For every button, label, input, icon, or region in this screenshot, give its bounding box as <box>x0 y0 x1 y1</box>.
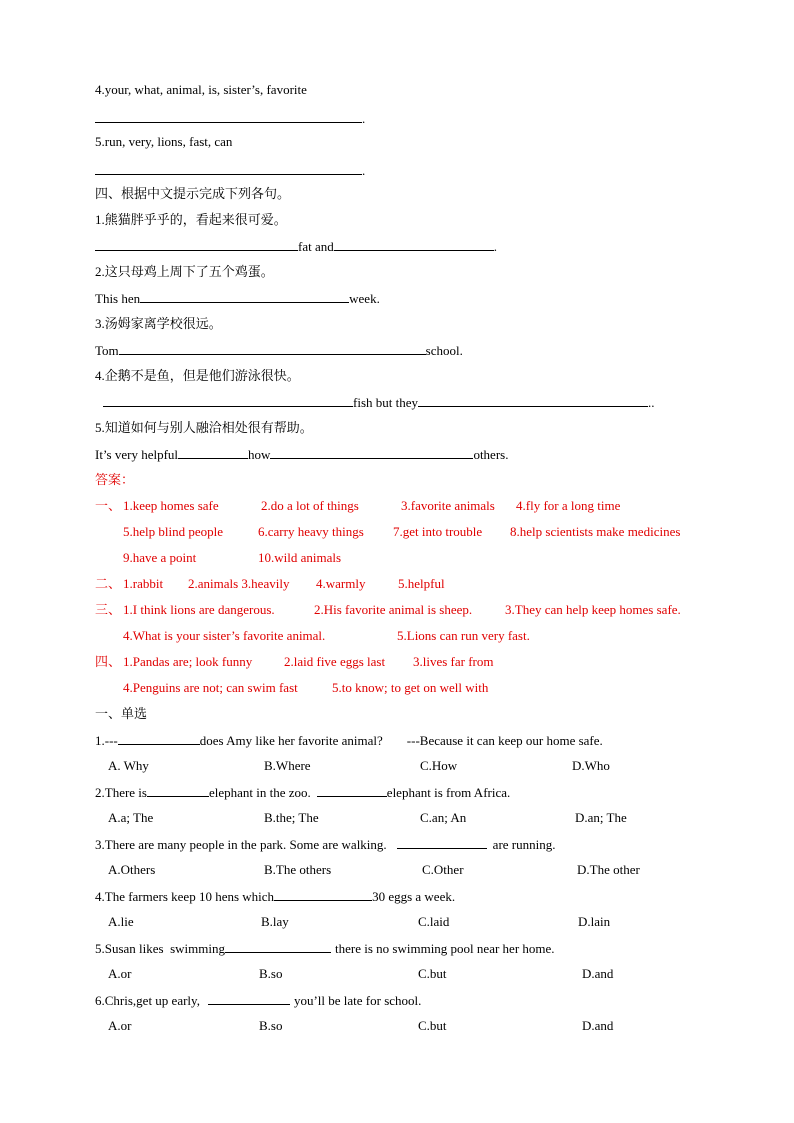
answer-line: fat and . <box>95 238 497 255</box>
question-text: 6.Chris,get up early, you’ll be late for school. <box>95 993 422 1008</box>
option-c[interactable]: C.laid <box>418 914 450 929</box>
option-b[interactable]: B.lay <box>261 914 289 929</box>
answer-item: 4.fly for a long time <box>516 498 621 513</box>
answer-item: 1.Pandas are; look funny <box>123 654 253 669</box>
answer-item: 5.to know; to get on well with <box>332 680 489 695</box>
section-heading: 四、根据中文提示完成下列各句。 <box>95 186 291 201</box>
question-text: 1.熊猫胖乎乎的，看起来很可爱。 <box>95 212 287 227</box>
option-d[interactable]: D.an; The <box>575 810 627 825</box>
option-b[interactable]: B.so <box>259 1018 283 1033</box>
answer-item: 9.have a point <box>123 550 197 565</box>
option-d[interactable]: D.and <box>582 966 614 981</box>
answer-item: 2.laid five eggs last <box>284 654 386 669</box>
answer-item: 6.carry heavy things <box>258 524 364 539</box>
answer-item: 4.Penguins are not; can swim fast <box>123 680 298 695</box>
option-b[interactable]: B.Where <box>264 758 311 773</box>
section-heading: 一、单选 <box>95 706 148 721</box>
answer-line: It’s very helpful how others. <box>95 447 509 462</box>
answer-line: fish but they .. <box>95 394 655 411</box>
question-text: 5.run, very, lions, fast, can <box>95 134 233 149</box>
answer-item: 2.His favorite animal is sheep. <box>314 602 473 617</box>
option-a[interactable]: A.or <box>108 966 132 981</box>
answer-item: 3.They can help keep homes safe. <box>505 602 681 617</box>
option-a[interactable]: A.or <box>108 1018 132 1033</box>
answers-section-1: 一、 <box>95 498 122 513</box>
option-b[interactable]: B.the; The <box>264 810 319 825</box>
question-text: 5.知道如何与别人融洽相处很有帮助。 <box>95 420 313 435</box>
question-text: 3.汤姆家离学校很远。 <box>95 316 222 331</box>
option-c[interactable]: C.an; An <box>420 810 467 825</box>
option-c[interactable]: C.Other <box>422 862 464 877</box>
question-text: 2.There is elephant in the zoo. elephant is from Africa. <box>95 785 511 800</box>
answer-item: 2.animals 3.heavily <box>188 576 290 591</box>
option-a[interactable]: A.a; The <box>108 810 154 825</box>
question-text: 4.your, what, animal, is, sister’s, favorite <box>95 82 307 97</box>
question-text: 1.--- does Amy like her favorite animal? ---Because it can keep our home safe. <box>95 733 603 748</box>
answer-item: 1.rabbit <box>123 576 164 591</box>
question-text: 4.企鹅不是鱼，但是他们游泳很快。 <box>95 368 300 383</box>
answer-item: 3.lives far from <box>413 654 494 669</box>
answer-item: 7.get into trouble <box>393 524 483 539</box>
answer-item: 4.What is your sister’s favorite animal. <box>123 628 326 643</box>
answer-item: 5.help blind people <box>123 524 224 539</box>
answer-item: 1.I think lions are dangerous. <box>123 602 275 617</box>
answers-section-4: 四、 <box>95 654 122 669</box>
answer-line: Tom school. <box>95 343 463 358</box>
answer-line: . <box>95 162 365 179</box>
answer-item: 1.keep homes safe <box>123 498 219 513</box>
option-c[interactable]: C.but <box>418 966 447 981</box>
option-b[interactable]: B.so <box>259 966 283 981</box>
answer-line: This hen week. <box>95 291 380 306</box>
answer-item: 2.do a lot of things <box>261 498 359 513</box>
question-text: 4.The farmers keep 10 hens which 30 eggs a week. <box>95 889 456 904</box>
answer-item: 8.help scientists make medicines <box>510 524 681 539</box>
question-text: 3.There are many people in the park. Some are walking. are running. <box>95 837 556 852</box>
answers-section-2: 二、 <box>95 576 122 591</box>
answers-section-3: 三、 <box>95 602 122 617</box>
option-d[interactable]: D.Who <box>572 758 610 773</box>
option-c[interactable]: C.How <box>420 758 458 773</box>
option-a[interactable]: A.Others <box>108 862 156 877</box>
question-text: 5.Susan likes swimming there is no swimming pool near her home. <box>95 941 555 956</box>
option-d[interactable]: D.The other <box>577 862 640 877</box>
option-a[interactable]: A.lie <box>108 914 134 929</box>
answer-item: 3.favorite animals <box>401 498 495 513</box>
option-c[interactable]: C.but <box>418 1018 447 1033</box>
question-text: 2.这只母鸡上周下了五个鸡蛋。 <box>95 264 274 279</box>
answer-item: 5.Lions can run very fast. <box>397 628 530 643</box>
answer-item: 5.helpful <box>398 576 445 591</box>
answers-heading: 答案： <box>95 472 135 487</box>
answer-line: . <box>95 110 365 127</box>
option-a[interactable]: A. Why <box>108 758 149 773</box>
option-d[interactable]: D.and <box>582 1018 614 1033</box>
option-d[interactable]: D.lain <box>578 914 611 929</box>
answer-item: 4.warmly <box>316 576 366 591</box>
answer-item: 10.wild animals <box>258 550 342 565</box>
option-b[interactable]: B.The others <box>264 862 332 877</box>
